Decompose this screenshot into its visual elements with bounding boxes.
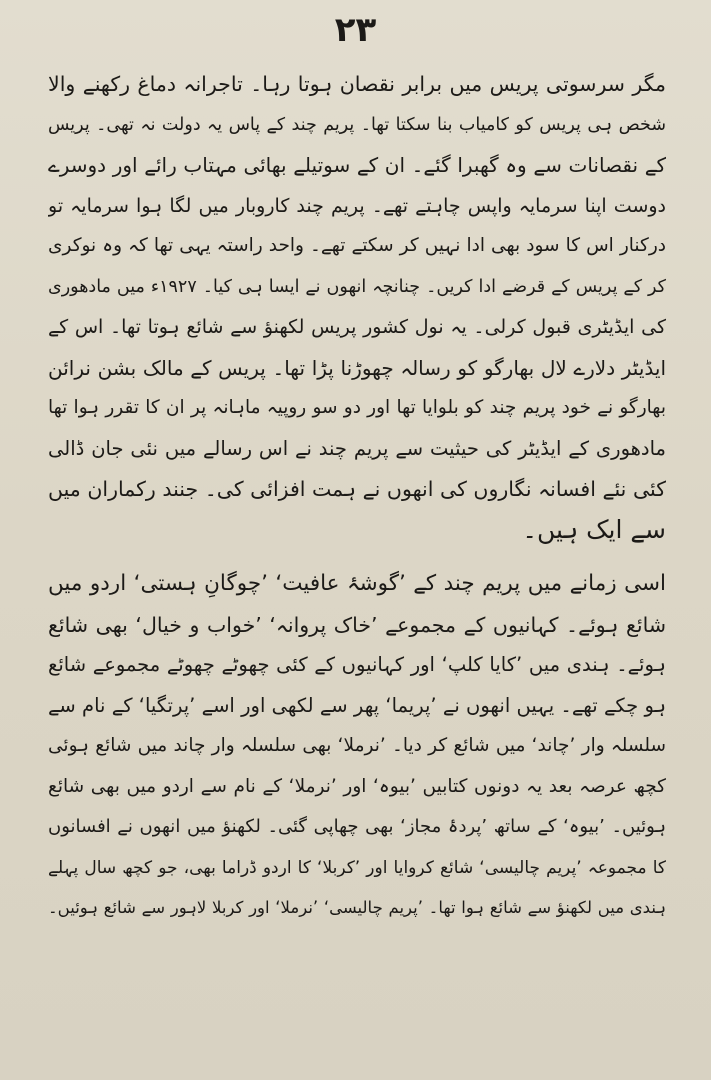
text-line: اسی زمانے میں پریم چند کے ’گوشۂ عافیت‘ ’چوگانِ ہستی‘ اردو میں [48, 571, 666, 596]
text-line: کئی نئے افسانہ نگاروں کی انھوں نے ہمت افزائی کی۔ جنند رکماران میں [48, 477, 666, 501]
text-line: کا مجموعہ ’پریم چالیسی‘ شائع کروایا اور ’کربلا‘ کا اردو ڈراما بھی، جو کچھ سال پہلے [48, 857, 666, 878]
text-line: سے ایک ہیں۔ [522, 514, 666, 544]
paragraph-1 [48, 64, 666, 550]
text-line: بھارگو نے خود پریم چند کو بلوایا تھا اور دو سو روپیہ ماہانہ پر ان کا تقرر ہوا تھا [48, 397, 666, 418]
text-line: ہوئے۔ ہندی میں ’کایا کلپ‘ اور کہانیوں کے کئی چھوٹے چھوٹے مجموعے شائع [48, 653, 666, 676]
text-line: سلسلہ وار ’چاند‘ میں شائع کر دیا۔ ’نرملا‘ بھی سلسلہ وار چاند میں شائع ہوئی [48, 735, 666, 756]
text-line: ہندی میں لکھنؤ سے شائع ہوا تھا۔ ’پریم چالیسی‘ ’نرملا‘ اور کربلا لاہور سے شائع ہوئیں۔ [48, 898, 666, 917]
text-line: کر کے پریس کے قرضے ادا کریں۔ چنانچہ انھوں نے ایسا ہی کیا۔ ۱۹۲۷ء میں مادھوری [48, 276, 666, 297]
text-line: کچھ عرصہ بعد یہ دونوں کتابیں ’بیوہ‘ اور ’نرملا‘ کے نام سے اردو میں بھی شائع [48, 775, 666, 797]
text-line: ہوئیں۔ ’بیوہ‘ کے ساتھ ’پردۂ مجاز‘ بھی چھاپی گئی۔ لکھنؤ میں انھوں نے افسانوں [48, 816, 666, 837]
text-line: مادھوری کے ایڈیٹر کی حیثیت سے پریم چند نے اس رسالے میں نئی جان ڈالی [48, 436, 666, 460]
text-line: دوست اپنا سرمایہ واپس چاہتے تھے۔ پریم چند کاروبار میں لگا ہوا سرمایہ تو [48, 194, 666, 217]
text-line: ہو چکے تھے۔ یہیں انھوں نے ’پریما‘ پھر سے لکھی اور اسے ’پرتگیا‘ کے نام سے [48, 693, 666, 717]
text-line: کے نقصانات سے وہ گھبرا گئے۔ ان کے سوتیلے بھائی مہتاب رائے اور دوسرے [48, 153, 666, 177]
text-line: کی ایڈیٹری قبول کرلی۔ یہ نول کشور پریس لکھنؤ سے شائع ہوتا تھا۔ اس کے [48, 316, 666, 338]
text-line: درکنار اس کا سود بھی ادا نہیں کر سکتے تھے۔ واحد راستہ یہی تھا کہ وہ نوکری [48, 235, 666, 256]
text-line: ایڈیٹر دلارے لال بھارگو کو رسالہ چھوڑنا پڑا تھا۔ پریس کے مالک بشن نرائن [48, 355, 666, 380]
page-text [48, 64, 666, 929]
paragraph-gap [48, 550, 666, 564]
page-number: ۲۳ [334, 10, 377, 50]
text-line: شخص ہی پریس کو کامیاب بنا سکتا تھا۔ پریم چند کے پاس یہ دولت نہ تھی۔ پریس [48, 114, 666, 135]
text-line: مگر سرسوتی پریس میں برابر نقصان ہوتا رہا۔ تاجرانہ دماغ رکھنے والا [48, 72, 666, 96]
paragraph-2 [48, 564, 666, 929]
text-line: شائع ہوئے۔ کہانیوں کے مجموعے ’خاک پروانہ‘ ’خواب و خیال‘ بھی شائع [48, 612, 666, 637]
